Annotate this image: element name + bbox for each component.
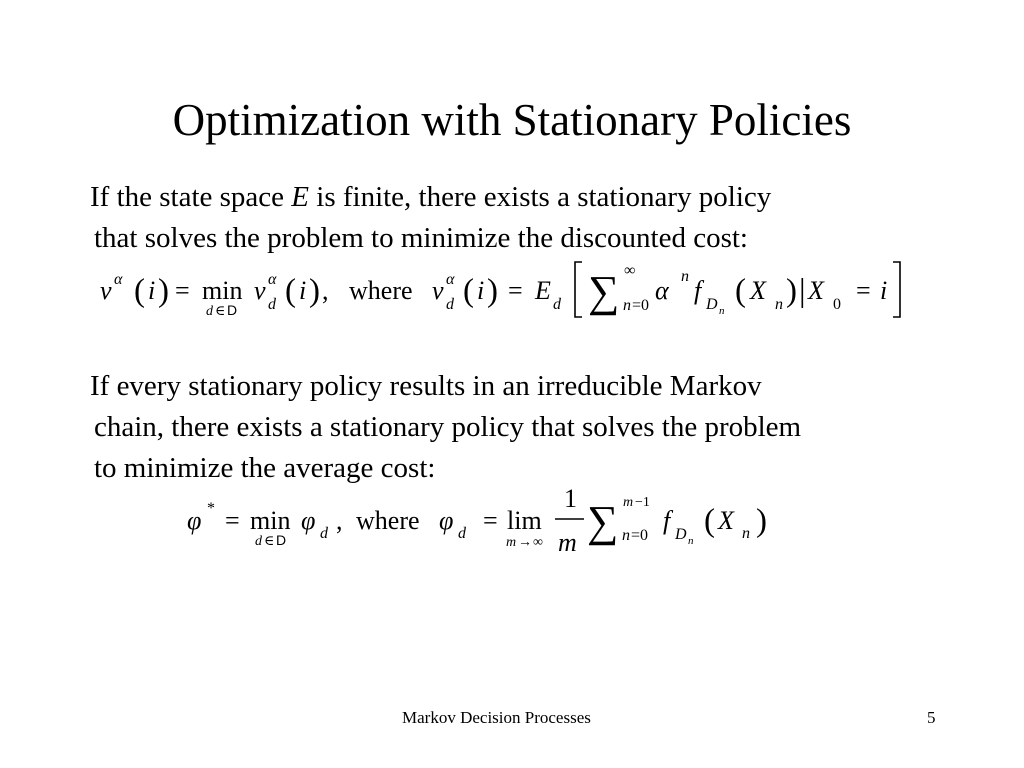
- alpha-symbol: α: [655, 276, 669, 305]
- i-symbol: i: [148, 276, 156, 305]
- d-subscript: d: [320, 525, 328, 542]
- expectation-operator: E: [535, 276, 551, 305]
- decision-set: D: [227, 302, 238, 318]
- n-sub-subscript: n: [688, 535, 694, 547]
- left-paren: (: [735, 273, 746, 309]
- paragraph-line: that solves the problem to minimize the discounted cost:: [94, 222, 748, 254]
- right-square-bracket: [893, 262, 900, 317]
- n-sub-subscript: n: [719, 305, 725, 317]
- X-symbol: X: [750, 276, 766, 305]
- text-run: If the state space: [90, 181, 292, 213]
- n-exponent: n: [681, 268, 689, 285]
- D-subscript: D: [706, 296, 718, 313]
- d-subscript: d: [458, 525, 466, 542]
- phi-symbol: φ: [439, 506, 454, 535]
- d-subscript: d: [446, 296, 454, 313]
- f-symbol: f: [694, 276, 702, 305]
- sum-upper-limit: ∞: [624, 262, 636, 279]
- n-subscript: n: [742, 525, 750, 542]
- equals-sign: =: [175, 276, 190, 305]
- X-symbol: X: [718, 506, 734, 535]
- sum-lower-limit: =0: [631, 527, 649, 544]
- min-operator: min: [250, 506, 291, 535]
- star-superscript: *: [207, 500, 215, 517]
- left-paren: (: [285, 273, 296, 309]
- left-paren: (: [134, 273, 145, 309]
- f-symbol: f: [663, 506, 671, 535]
- state-space-variable: E: [291, 181, 310, 213]
- phi-symbol: φ: [187, 506, 202, 535]
- i-symbol: i: [299, 276, 307, 305]
- d-subscript: d: [553, 296, 561, 313]
- phi-symbol: φ: [301, 506, 316, 535]
- left-square-bracket: [575, 262, 582, 317]
- page-number: 5: [927, 708, 936, 727]
- sum-index: n: [623, 297, 631, 314]
- n-subscript: n: [775, 296, 783, 313]
- i-symbol: i: [880, 276, 888, 305]
- d-subscript: d: [255, 534, 262, 549]
- arrow-subscript: →: [518, 535, 532, 550]
- comma: ,: [336, 506, 343, 535]
- element-of: ∈: [264, 534, 275, 549]
- paragraph-line: chain, there exists a stationary policy that solves the problem: [94, 411, 802, 443]
- paragraph-line: to minimize the average cost:: [94, 452, 436, 484]
- v-symbol: v: [254, 276, 266, 305]
- right-paren: ): [786, 273, 797, 309]
- equals-sign: =: [483, 506, 498, 535]
- v-symbol: v: [100, 276, 112, 305]
- infinity-subscript: ∞: [533, 535, 543, 550]
- min-operator: min: [202, 276, 243, 305]
- slide-title: Optimization with Stationary Policies: [172, 95, 852, 145]
- D-subscript: D: [675, 526, 687, 543]
- equals-sign: =: [856, 276, 871, 305]
- footer-title: Markov Decision Processes: [402, 708, 591, 727]
- lim-operator: lim: [507, 506, 542, 535]
- conditioning-bar: |: [799, 273, 806, 309]
- equals-sign: =: [225, 506, 240, 535]
- sum-upper-limit-offset: −1: [635, 495, 650, 510]
- i-symbol: i: [477, 276, 485, 305]
- d-subscript: d: [268, 296, 276, 313]
- paragraph-line: If every stationary policy results in an irreducible Markov: [90, 370, 762, 402]
- alpha-superscript: α: [446, 271, 455, 288]
- equation-average-cost: [187, 484, 767, 557]
- equation-discounted-cost: [100, 262, 900, 319]
- right-paren: ): [158, 273, 169, 309]
- alpha-superscript: α: [114, 271, 123, 288]
- left-paren: (: [463, 273, 474, 309]
- X-symbol: X: [808, 276, 824, 305]
- zero-subscript: 0: [833, 296, 841, 313]
- text-run: is finite, there exists a stationary policy: [309, 181, 772, 213]
- element-of: ∈: [215, 304, 226, 319]
- fraction-denominator: m: [558, 528, 577, 557]
- sum-upper-limit: m: [623, 495, 634, 510]
- where-word: where: [349, 276, 413, 305]
- where-word: where: [356, 506, 420, 535]
- summation-sign: ∑: [587, 497, 619, 546]
- right-paren: ): [756, 503, 767, 539]
- d-subscript: d: [206, 304, 213, 319]
- right-paren: ): [309, 273, 320, 309]
- comma: ,: [322, 276, 329, 305]
- m-subscript: m: [506, 535, 517, 550]
- sum-index: n: [622, 527, 630, 544]
- alpha-superscript: α: [268, 271, 277, 288]
- v-symbol: v: [432, 276, 444, 305]
- right-paren: ): [487, 273, 498, 309]
- equals-sign: =: [508, 276, 523, 305]
- left-paren: (: [704, 503, 715, 539]
- fraction-numerator: 1: [564, 484, 577, 513]
- decision-set: D: [276, 532, 287, 548]
- summation-sign: ∑: [588, 267, 620, 316]
- sum-lower-limit: =0: [632, 297, 650, 314]
